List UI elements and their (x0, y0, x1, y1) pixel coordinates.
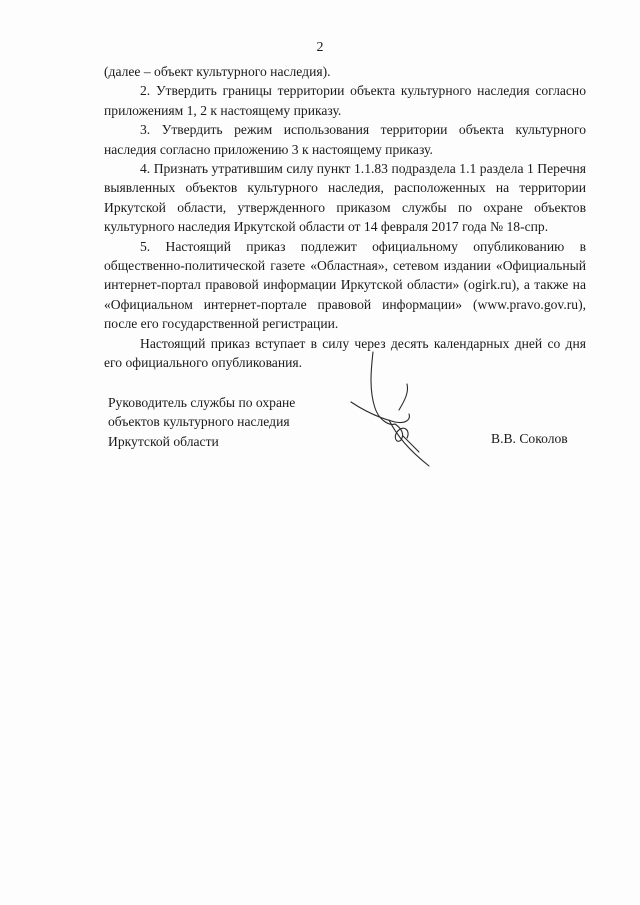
paragraph-item-2: 2. Утвердить границы территории объекта культурного наследия согласно приложениям 1, 2 к настоящему приказу. (104, 83, 586, 118)
paragraph-continuation: (далее – объект культурного наследия). (104, 64, 331, 79)
paragraph-effective-date: Настоящий приказ вступает в силу через десять календарных дней со дня его официального опубликования. (104, 335, 586, 371)
signatory-position-line: объектов культурного наследия (108, 414, 290, 430)
paragraph-item-5: 5. Настоящий приказ подлежит официальному опубликованию в общественно-политической газете «Областная», сетевом издании «Официальный интернет-портал правовой информации Иркутской области» (ogirk.ru), а также на «Официальном интернет-портале правовой информации» (www.pravo.gov.ru), после его государственной регистрации. (104, 238, 586, 332)
signatory-name: В.В. Соколов (491, 431, 568, 446)
paragraph-item-4: 4. Признать утратившим силу пункт 1.1.83 подраздела 1.1 раздела 1 Перечня выявленных объектов культурного наследия, расположенных на территории Иркутской области, утвержденного приказом службы по охране объектов культурного наследия Иркутской области от 14 февраля 2017 года № 18-спр. (104, 161, 586, 235)
signatory-position-line: Руководитель службы по охране (108, 395, 296, 410)
signatory-position-line: Иркутской области (108, 433, 219, 449)
paragraph-item-3: 3. Утвердить режим использования территории объекта культурного наследия согласно приложению 3 к настоящему приказу. (104, 122, 586, 157)
document-body (104, 62, 586, 373)
page-number: 2 (316, 40, 324, 55)
signatory-position (108, 393, 295, 451)
handwritten-signature (345, 350, 440, 470)
